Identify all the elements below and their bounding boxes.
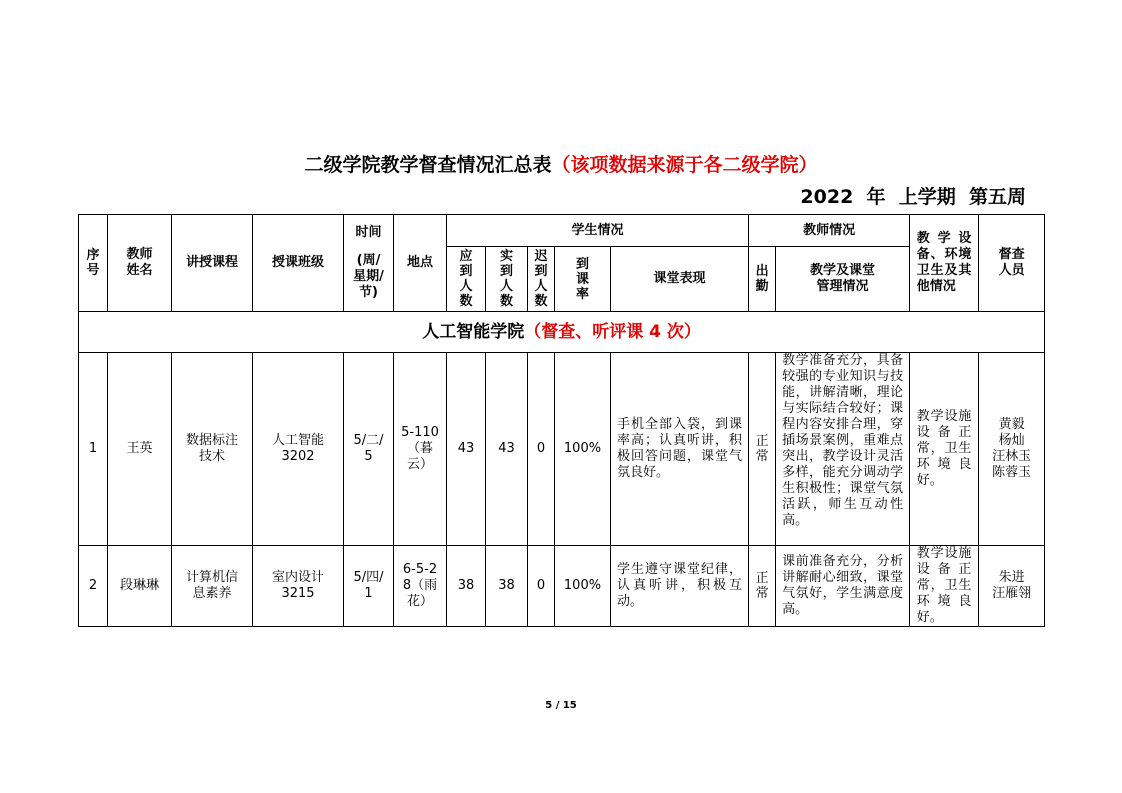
inspector-name: 汪雁翎	[992, 586, 1032, 601]
cell-late: 0	[528, 353, 555, 546]
header-class: 授课班级	[253, 215, 344, 312]
period-label: 2022 年 上学期 第五周	[800, 186, 1026, 208]
section-row	[79, 312, 1045, 353]
header-facilities: 教学设备、环境卫生及其他情况	[910, 215, 979, 312]
cell-location: 6-5-28（雨花）	[394, 546, 447, 627]
cell-course: 数据标注技术	[172, 353, 253, 546]
header-expected: 应到人数	[447, 247, 486, 312]
header-actual: 实到人数	[486, 247, 528, 312]
document-title	[0, 150, 1122, 177]
cell-actual: 38	[486, 546, 528, 627]
cell-course: 计算机信息素养	[172, 546, 253, 627]
inspection-table	[78, 214, 1045, 627]
header-location: 地点	[394, 215, 447, 312]
cell-facilities: 教学设施设备正常，卫生环境良好。	[910, 546, 979, 627]
cell-late: 0	[528, 546, 555, 627]
cell-expected: 38	[447, 546, 486, 627]
cell-performance: 手机全部入袋，到课率高；认真听讲，积极回答问题，课堂气氛良好。	[611, 353, 749, 546]
header-performance: 课堂表现	[611, 247, 749, 312]
cell-facilities: 教学设施设备正常，卫生环境良好。	[910, 353, 979, 546]
cell-inspectors	[979, 546, 1045, 627]
cell-class: 室内设计3215	[253, 546, 344, 627]
cell-location: 5-110（暮云）	[394, 353, 447, 546]
header-management: 教学及课堂管理情况	[776, 247, 910, 312]
table-row	[79, 353, 1045, 546]
section-name: 人工智能学院	[422, 322, 525, 342]
header-student-group: 学生情况	[447, 215, 749, 247]
header-time: 时间 (周/星期/节)	[344, 215, 394, 312]
header-teacher-group: 教师情况	[749, 215, 910, 247]
inspector-name: 汪林玉	[992, 449, 1032, 464]
cell-seq: 2	[79, 546, 108, 627]
header-late: 迟到人数	[528, 247, 555, 312]
cell-class: 人工智能3202	[253, 353, 344, 546]
header-seq: 序号	[79, 215, 108, 312]
header-course: 讲授课程	[172, 215, 253, 312]
header-rate: 到课率	[555, 247, 611, 312]
title-text: 二级学院教学督查情况汇总表	[304, 154, 552, 176]
title-note: （该项数据来源于各二级学院）	[551, 154, 818, 176]
cell-rate: 100%	[555, 353, 611, 546]
cell-teacher: 王英	[108, 353, 172, 546]
cell-rate: 100%	[555, 546, 611, 627]
inspector-name: 杨灿	[998, 433, 1025, 448]
table-row	[79, 546, 1045, 627]
header-attendance: 出勤	[749, 247, 776, 312]
inspector-name: 陈蓉玉	[992, 465, 1032, 480]
cell-seq: 1	[79, 353, 108, 546]
page-number: 5 / 15	[545, 700, 577, 711]
cell-performance: 学生遵守课堂纪律，认真听讲，积极互动。	[611, 546, 749, 627]
cell-management: 课前准备充分，分析讲解耐心细致，课堂气氛好，学生满意度高。	[776, 546, 910, 627]
inspector-name: 朱进	[998, 570, 1025, 585]
cell-teacher: 段琳琳	[108, 546, 172, 627]
cell-time: 5/四/1	[344, 546, 394, 627]
cell-attendance: 正常	[749, 353, 776, 546]
section-note: （督查、听评课 4 次）	[524, 322, 701, 342]
cell-actual: 43	[486, 353, 528, 546]
cell-expected: 43	[447, 353, 486, 546]
inspector-name: 黄毅	[998, 417, 1025, 432]
cell-inspectors	[979, 353, 1045, 546]
cell-time: 5/二/5	[344, 353, 394, 546]
cell-management: 教学准备充分，具备较强的专业知识与技能，讲解清晰，理论与实际结合较好；课程内容安排合理，穿插场景案例，重难点突出，教学设计灵活多样，能充分调动学生积极性；课堂气氛活跃，师生互动性高。	[776, 353, 910, 546]
section-heading	[79, 312, 1045, 353]
header-teacher: 教师姓名	[108, 215, 172, 312]
cell-attendance: 正常	[749, 546, 776, 627]
header-inspectors: 督查人员	[979, 215, 1045, 312]
